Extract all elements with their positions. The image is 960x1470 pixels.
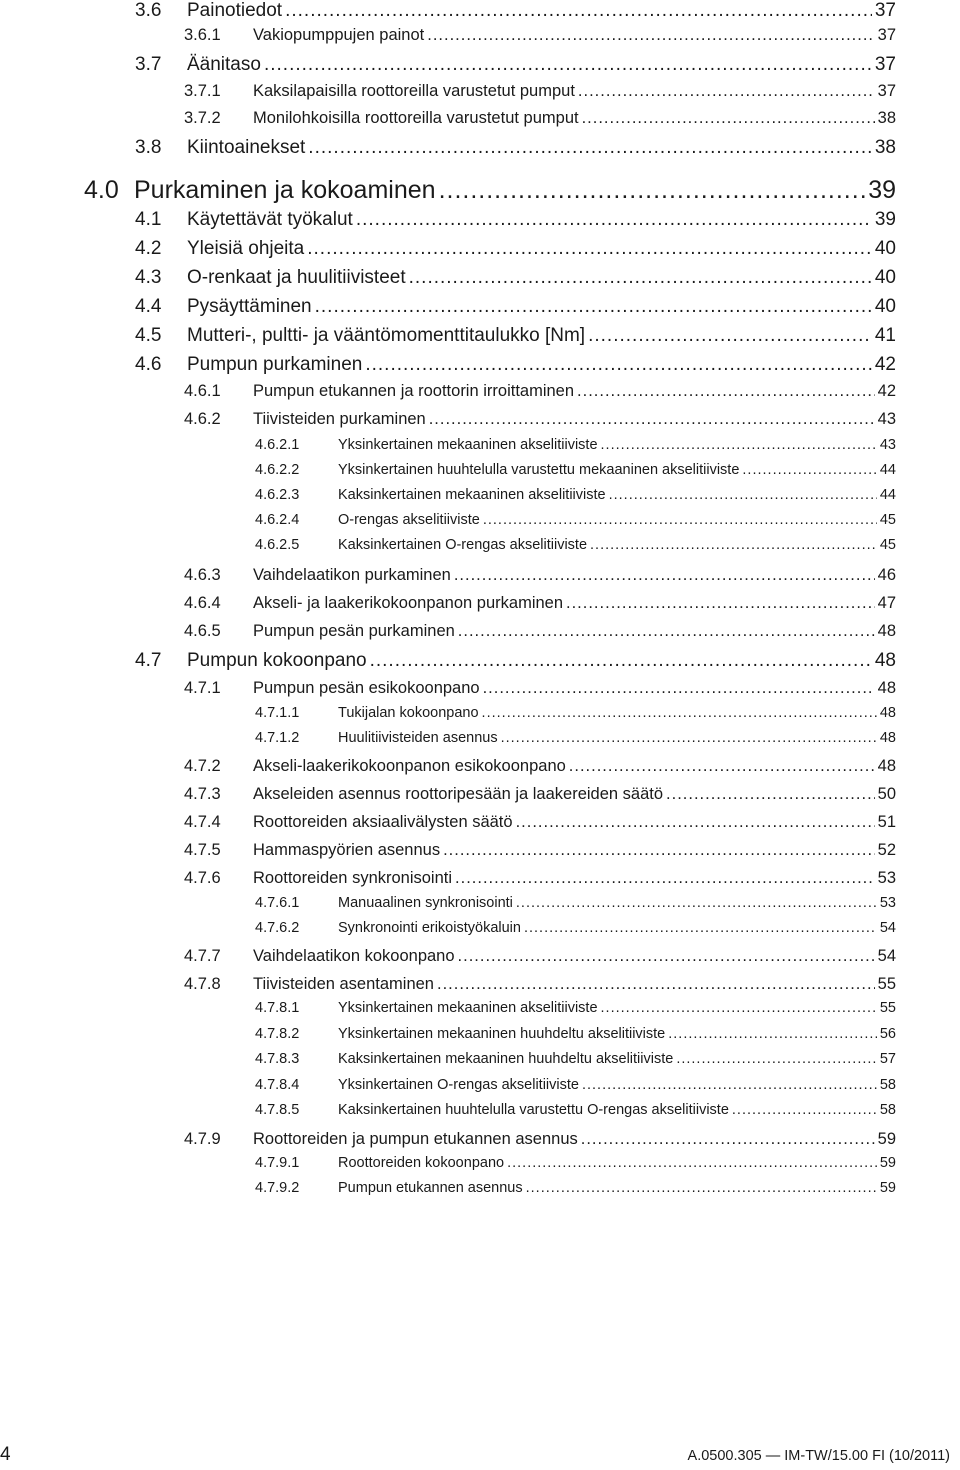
dot-leader (516, 813, 875, 832)
toc-entry-number: 3.6.1 (184, 26, 221, 44)
toc-entry-page: 48 (877, 757, 896, 775)
toc-entry-title: Kaksinkertainen O-rengas akselitiiviste (338, 537, 588, 553)
toc-entry[interactable] (184, 566, 896, 585)
toc-entry[interactable] (255, 705, 896, 721)
toc-entry-page: 58 (879, 1102, 896, 1118)
toc-entry-page: 42 (877, 382, 896, 400)
toc-entry-page: 43 (877, 410, 896, 428)
dot-leader (666, 785, 875, 804)
toc-entry-number: 4.7 (135, 650, 162, 671)
toc-entry-title: O-rengas akselitiiviste (338, 512, 480, 528)
toc-entry-number: 3.7 (135, 54, 162, 75)
toc-entry-page: 59 (879, 1155, 896, 1171)
toc-entry-number: 4.7.7 (184, 947, 221, 965)
toc-entry-number: 4.6.2.4 (255, 512, 300, 528)
toc-entry-page: 52 (877, 841, 896, 859)
toc-entry-page: 45 (879, 512, 896, 528)
toc-entry-number: 4.7.8 (184, 975, 221, 993)
toc-entry[interactable] (184, 947, 896, 966)
toc-entry-page: 44 (879, 462, 896, 478)
dot-leader (285, 0, 872, 22)
dot-leader (507, 1155, 877, 1171)
toc-entry[interactable] (135, 238, 896, 260)
toc-entry-title: Pumpun purkaminen (187, 354, 363, 375)
dot-leader (455, 869, 875, 888)
toc-entry-number: 4.7.1 (184, 679, 221, 697)
toc-entry-number: 4.7.8.5 (255, 1102, 300, 1118)
toc-entry-title: Yksinkertainen mekaaninen akselitiiviste (338, 1000, 598, 1016)
toc-entry-title: Huulitiivisteiden asennus (338, 730, 498, 746)
toc-entry-number: 3.7.2 (184, 109, 221, 127)
dot-leader (601, 1000, 877, 1016)
toc-entry-title: Yksinkertainen O-rengas akselitiiviste (338, 1077, 579, 1093)
dot-leader (458, 947, 875, 966)
toc-entry-title: Käytettävät työkalut (187, 209, 353, 230)
toc-entry[interactable] (135, 137, 896, 159)
toc-entry-title: Tukijalan kokoonpano (338, 705, 479, 721)
toc-entry[interactable] (135, 354, 896, 376)
toc-entry-title: Kaksinkertainen mekaaninen akselitiiviste (338, 487, 606, 503)
toc-entry-number: 4.0 (84, 176, 119, 204)
toc-entry[interactable] (135, 54, 896, 76)
toc-entry[interactable] (135, 296, 896, 318)
toc-entry-page: 59 (879, 1180, 896, 1196)
toc-entry-number: 4.7.9.2 (255, 1180, 300, 1196)
toc-entry-number: 4.6.2 (184, 410, 221, 428)
toc-entry-number: 4.6.5 (184, 622, 221, 640)
dot-leader (590, 537, 877, 553)
toc-entry[interactable] (255, 1026, 896, 1042)
toc-entry-title: Hammaspyörien asennus (253, 841, 441, 859)
toc-entry-title: Yksinkertainen huuhtelulla varustettu mekaaninen akselitiiviste (338, 462, 740, 478)
dot-leader (578, 82, 875, 101)
toc-entry[interactable] (84, 176, 896, 205)
dot-leader (483, 679, 875, 698)
toc-entry-number: 4.7.6 (184, 869, 221, 887)
page-number: 4 (0, 1444, 11, 1465)
toc-entry-title: Kiintoainekset (187, 137, 306, 158)
toc-entry[interactable] (255, 437, 896, 453)
dot-leader (307, 238, 872, 260)
dot-leader (501, 730, 877, 746)
toc-entry-number: 4.7.9.1 (255, 1155, 300, 1171)
toc-entry-number: 4.2 (135, 238, 162, 259)
dot-leader (458, 622, 875, 641)
toc-entry-page: 38 (874, 137, 896, 158)
toc-entry-number: 4.7.9 (184, 1130, 221, 1148)
dot-leader (601, 437, 877, 453)
toc-entry[interactable] (255, 1180, 896, 1196)
toc-entry-title: Kaksilapaisilla roottoreilla varustetut pumput (253, 82, 575, 100)
toc-entry-number: 4.6.2.5 (255, 537, 300, 553)
dot-leader (566, 594, 875, 613)
toc-entry-page: 51 (877, 813, 896, 831)
dot-leader (609, 487, 877, 503)
dot-leader (742, 462, 876, 478)
dot-leader (439, 176, 866, 205)
toc-entry-page: 53 (879, 895, 896, 911)
toc-entry-page: 44 (879, 487, 896, 503)
toc-entry-number: 4.7.3 (184, 785, 221, 803)
toc-entry-title: Tiivisteiden purkaminen (253, 410, 426, 428)
toc-entry[interactable] (135, 209, 896, 231)
dot-leader (315, 296, 872, 318)
toc-entry-title: Vaihdelaatikon kokoonpano (253, 947, 455, 965)
toc-entry-number: 4.6 (135, 354, 162, 375)
toc-entry[interactable] (255, 462, 896, 478)
dot-leader (356, 209, 872, 231)
toc-entry-number: 4.6.1 (184, 382, 221, 400)
toc-entry-title: Roottoreiden kokoonpano (338, 1155, 505, 1171)
dot-leader (365, 354, 872, 376)
dot-leader (581, 1130, 875, 1149)
toc-entry-number: 3.7.1 (184, 82, 221, 100)
toc-entry-number: 4.7.2 (184, 757, 221, 775)
toc-entry-page: 41 (874, 325, 896, 346)
toc-entry-page: 50 (877, 785, 896, 803)
toc-entry-number: 4.6.2.3 (255, 487, 300, 503)
toc-entry-number: 4.7.8.2 (255, 1026, 300, 1042)
toc-entry-title: Pysäyttäminen (187, 296, 312, 317)
dot-leader (443, 841, 875, 860)
toc-entry-number: 4.7.1.2 (255, 730, 300, 746)
dot-leader (577, 382, 875, 401)
toc-entry[interactable] (135, 325, 896, 347)
toc-entry-page: 59 (877, 1130, 896, 1148)
toc-entry-page: 40 (874, 267, 896, 288)
dot-leader (588, 325, 872, 347)
toc-entry-title: Yksinkertainen mekaaninen huuhdeltu akselitiiviste (338, 1026, 666, 1042)
toc-entry-page: 42 (874, 354, 896, 375)
toc-entry-page: 54 (877, 947, 896, 965)
toc-entry[interactable] (255, 487, 896, 503)
toc-entry-number: 4.4 (135, 296, 162, 317)
dot-leader (483, 512, 877, 528)
toc-entry-title: O-renkaat ja huulitiivisteet (187, 267, 406, 288)
toc-entry[interactable] (255, 512, 896, 528)
toc-entry[interactable] (135, 650, 896, 672)
toc-entry-number: 4.6.2.2 (255, 462, 300, 478)
toc-entry[interactable] (255, 730, 896, 746)
toc-entry-page: 37 (874, 54, 896, 75)
toc-entry[interactable] (184, 410, 896, 429)
toc-entry[interactable] (255, 920, 896, 936)
toc-entry-title: Yksinkertainen mekaaninen akselitiiviste (338, 437, 598, 453)
toc-entry-title: Mutteri-, pultti- ja vääntömomenttitaulukko [Nm] (187, 325, 586, 346)
toc-entry-page: 39 (874, 209, 896, 230)
toc-entry[interactable] (184, 594, 896, 613)
dot-leader (582, 109, 875, 128)
toc-entry-page: 54 (879, 920, 896, 936)
toc-entry[interactable] (255, 1051, 896, 1067)
dot-leader (524, 920, 877, 936)
toc-entry-page: 55 (877, 975, 896, 993)
toc-entry[interactable] (184, 622, 896, 641)
toc-entry[interactable] (184, 1130, 896, 1149)
dot-leader (676, 1051, 877, 1067)
toc-entry[interactable] (255, 1077, 896, 1093)
toc-entry-number: 4.7.4 (184, 813, 221, 831)
toc-entry[interactable] (184, 82, 896, 101)
toc-entry-page: 56 (879, 1026, 896, 1042)
toc-entry-title: Pumpun etukannen ja roottorin irroittaminen (253, 382, 575, 400)
toc-entry[interactable] (184, 26, 896, 45)
dot-leader (409, 267, 872, 289)
toc-entry-page: 40 (874, 238, 896, 259)
toc-entry-title: Roottoreiden aksiaalivälysten säätö (253, 813, 513, 831)
toc-entry-number: 4.7.8.4 (255, 1077, 300, 1093)
toc-entry-page: 48 (874, 650, 896, 671)
toc-entry-page: 45 (879, 537, 896, 553)
toc-entry-page: 43 (879, 437, 896, 453)
toc-entry[interactable] (135, 267, 896, 289)
toc-entry-page: 48 (877, 679, 896, 697)
toc-entry[interactable] (184, 841, 896, 860)
toc-entry[interactable] (135, 0, 896, 22)
toc-entry-title: Synkronointi erikoistyökaluin (338, 920, 521, 936)
toc-entry-title: Kaksinkertainen mekaaninen huuhdeltu akselitiiviste (338, 1051, 674, 1067)
dot-leader (454, 566, 875, 585)
toc-entry-page: 37 (877, 82, 896, 100)
toc-entry-page: 39 (868, 176, 896, 204)
toc-entry-title: Vaihdelaatikon purkaminen (253, 566, 451, 584)
toc-entry[interactable] (184, 382, 896, 401)
dot-leader (569, 757, 875, 776)
toc-entry-page: 55 (879, 1000, 896, 1016)
toc-entry[interactable] (184, 813, 896, 832)
dot-leader (370, 650, 872, 672)
toc-entry-page: 53 (877, 869, 896, 887)
toc-entry-title: Äänitaso (187, 54, 261, 75)
toc-entry-title: Monilohkoisilla roottoreilla varustetut pumput (253, 109, 579, 127)
toc-entry-number: 4.6.2.1 (255, 437, 300, 453)
toc-entry-number: 4.7.8.1 (255, 1000, 300, 1016)
toc-entry-title: Pumpun kokoonpano (187, 650, 367, 671)
toc-entry-page: 40 (874, 296, 896, 317)
toc-entry[interactable] (184, 109, 896, 128)
toc-entry[interactable] (255, 895, 896, 911)
toc-entry-page: 38 (877, 109, 896, 127)
toc-entry-number: 4.5 (135, 325, 162, 346)
toc-entry-number: 4.3 (135, 267, 162, 288)
toc-entry-title: Akseli-laakerikokoonpanon esikokoonpano (253, 757, 566, 775)
toc-entry-page: 37 (877, 26, 896, 44)
dot-leader (526, 1180, 877, 1196)
toc-entry-page: 48 (879, 730, 896, 746)
toc-entry-number: 3.8 (135, 137, 162, 158)
dot-leader (482, 705, 877, 721)
toc-entry[interactable] (184, 679, 896, 698)
toc-entry-title: Roottoreiden ja pumpun etukannen asennus (253, 1130, 578, 1148)
toc-entry-title: Pumpun etukannen asennus (338, 1180, 523, 1196)
toc-entry-page: 47 (877, 594, 896, 612)
toc-entry-page: 58 (879, 1077, 896, 1093)
toc-entry-title: Vakiopumppujen painot (253, 26, 425, 44)
toc-entry-number: 3.6 (135, 0, 162, 21)
toc-entry-title: Tiivisteiden asentaminen (253, 975, 434, 993)
toc-entry[interactable] (255, 1000, 896, 1016)
toc-entry-number: 4.7.6.2 (255, 920, 300, 936)
toc-entry-number: 4.7.5 (184, 841, 221, 859)
toc-entry-page: 46 (877, 566, 896, 584)
toc-entry[interactable] (255, 537, 896, 553)
dot-leader (732, 1102, 877, 1118)
toc-entry-number: 4.7.6.1 (255, 895, 300, 911)
toc-entry-page: 48 (879, 705, 896, 721)
toc-entry[interactable] (184, 757, 896, 776)
toc-entry-number: 4.6.4 (184, 594, 221, 612)
toc-entry[interactable] (255, 1155, 896, 1171)
toc-entry-title: Kaksinkertainen huuhtelulla varustettu O-rengas akselitiiviste (338, 1102, 729, 1118)
toc-entry-title: Yleisiä ohjeita (187, 238, 305, 259)
toc-entry-number: 4.6.3 (184, 566, 221, 584)
dot-leader (264, 54, 872, 76)
toc-entry-number: 4.1 (135, 209, 162, 230)
toc-entry-page: 48 (877, 622, 896, 640)
toc-entry-page: 37 (874, 0, 896, 21)
toc-entry-page: 57 (879, 1051, 896, 1067)
toc-entry-title: Pumpun pesän purkaminen (253, 622, 455, 640)
toc-entry-title: Roottoreiden synkronisointi (253, 869, 453, 887)
toc-entry-title: Purkaminen ja kokoaminen (134, 176, 436, 204)
toc-entry-title: Painotiedot (187, 0, 283, 21)
dot-leader (582, 1077, 877, 1093)
dot-leader (308, 137, 872, 159)
toc-entry[interactable] (184, 975, 896, 994)
toc-entry-title: Manuaalinen synkronisointi (338, 895, 513, 911)
toc-entry[interactable] (184, 785, 896, 804)
toc-entry[interactable] (255, 1102, 896, 1118)
toc-entry-number: 4.7.1.1 (255, 705, 300, 721)
dot-leader (429, 410, 875, 429)
toc-entry-number: 4.7.8.3 (255, 1051, 300, 1067)
toc-entry-title: Akseleiden asennus roottoripesään ja laakereiden säätö (253, 785, 664, 803)
dot-leader (427, 26, 874, 45)
dot-leader (516, 895, 877, 911)
document-id: A.0500.305 — IM-TW/15.00 FI (10/2011) (687, 1448, 950, 1464)
toc-entry-title: Akseli- ja laakerikokoonpanon purkaminen (253, 594, 564, 612)
dot-leader (437, 975, 875, 994)
toc-entry-title: Pumpun pesän esikokoonpano (253, 679, 480, 697)
dot-leader (668, 1026, 877, 1042)
toc-entry[interactable] (184, 869, 896, 888)
